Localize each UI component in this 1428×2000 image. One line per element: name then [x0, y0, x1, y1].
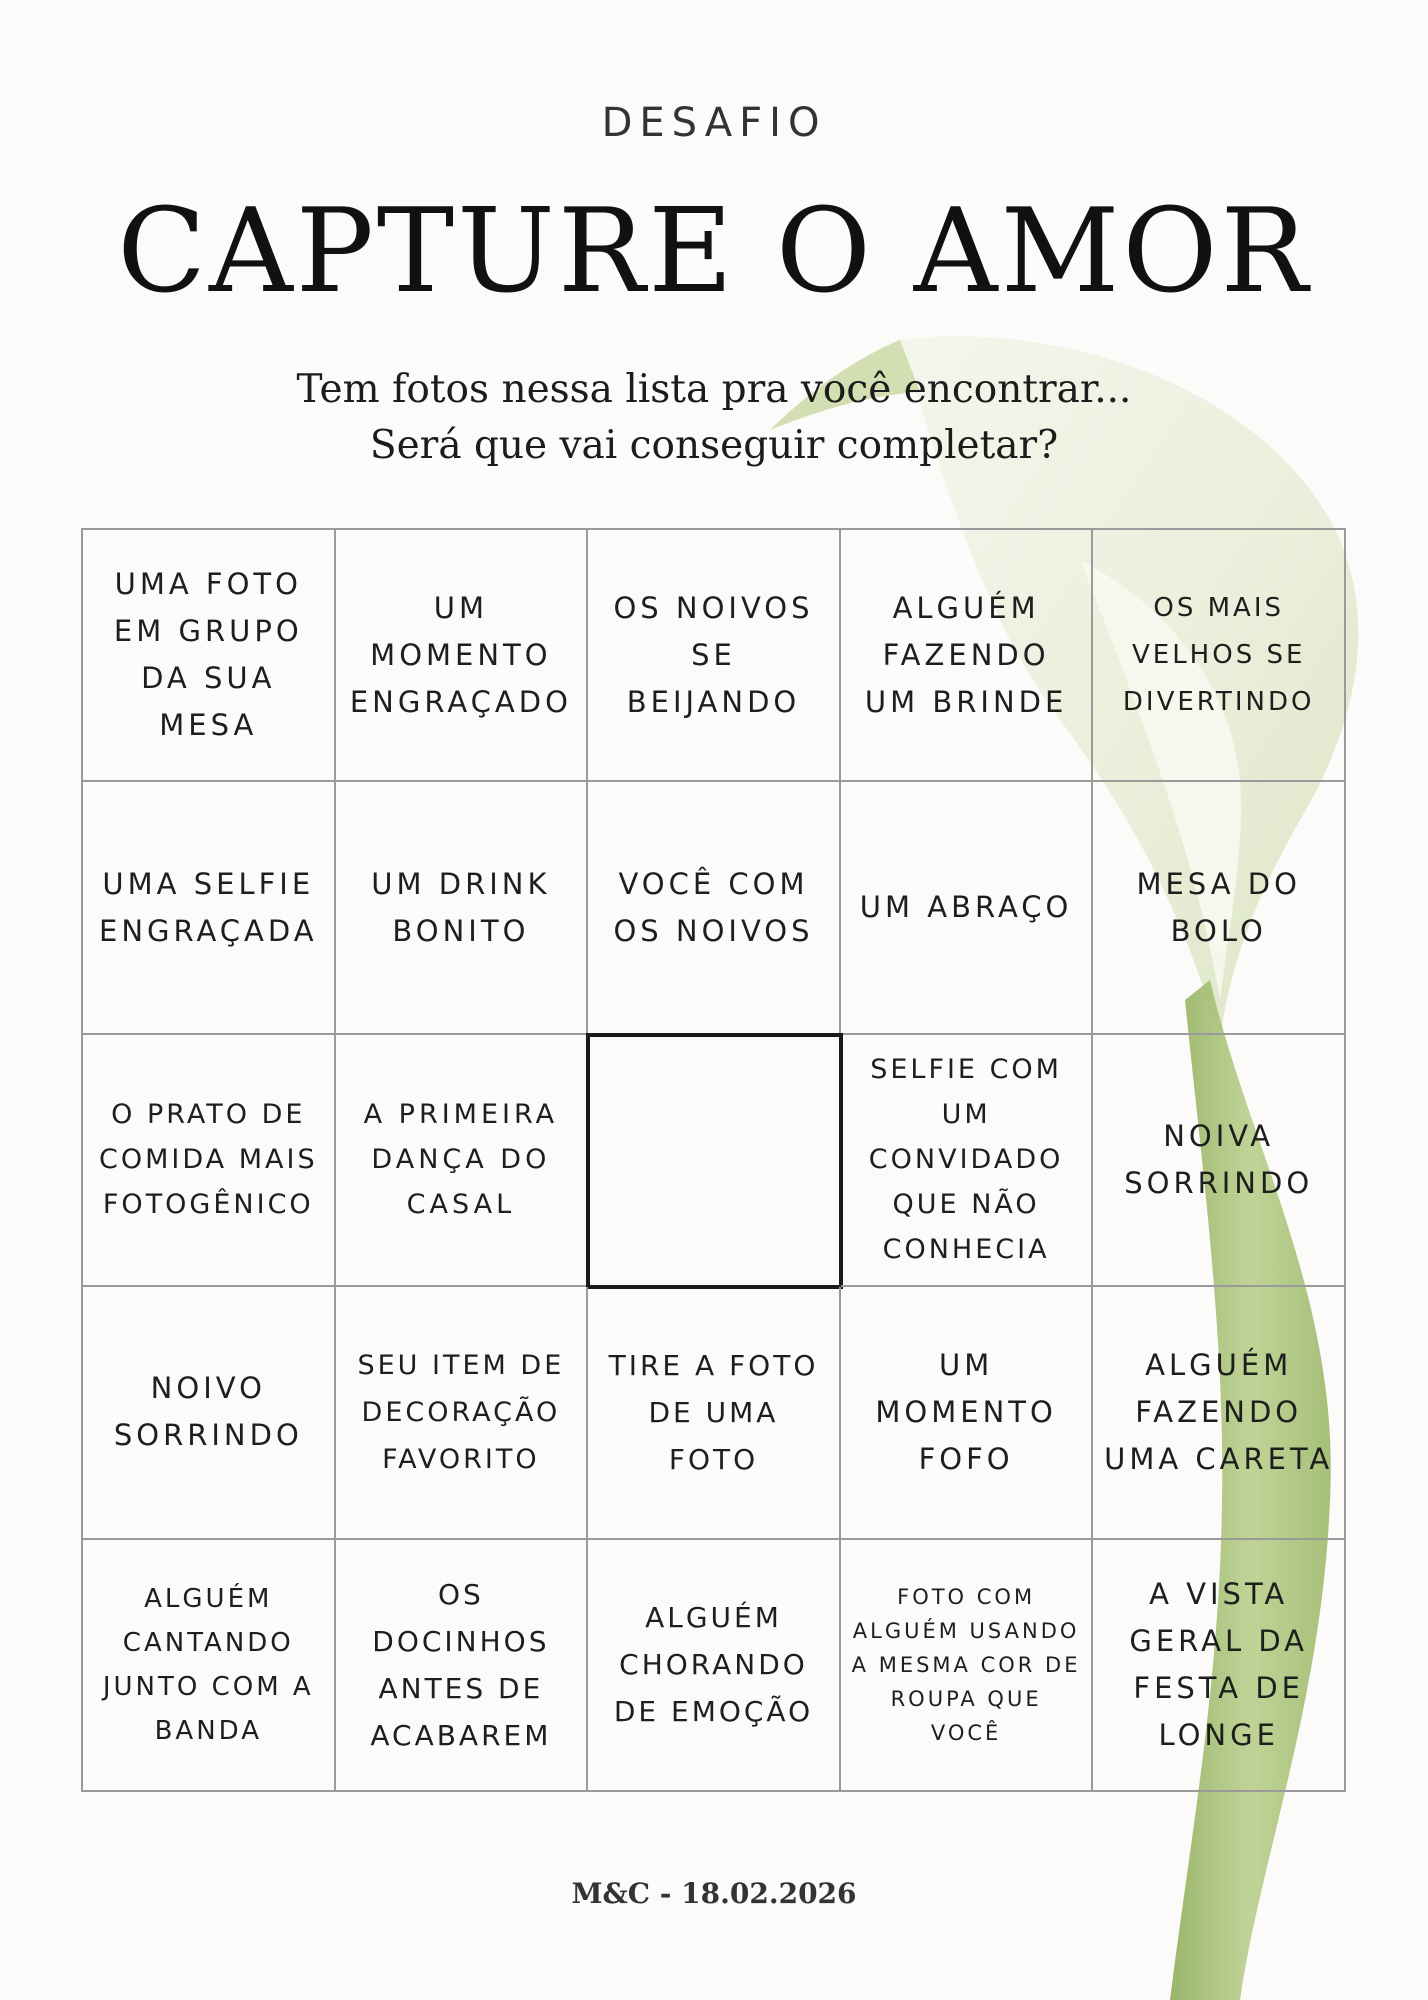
- challenge-kicker: DESAFIO: [601, 100, 827, 146]
- bingo-cell-r5c2: OS DOCINHOS ANTES DE ACABAREM: [336, 1540, 589, 1792]
- bingo-cell-r5c1: ALGUÉM CANTANDO JUNTO COM A BANDA: [83, 1540, 336, 1792]
- bingo-cell-r5c4: FOTO COM ALGUÉM USANDO A MESMA COR DE ROUPA QUE VOCÊ: [841, 1540, 1094, 1792]
- subtitle-line-1: Tem fotos nessa lista pra você encontrar...: [296, 367, 1132, 412]
- bingo-cell-r3c4: SELFIE COM UM CONVIDADO QUE NÃO CONHECIA: [841, 1035, 1094, 1287]
- bingo-grid: [81, 528, 1346, 1792]
- page-subtitle: [0, 362, 1428, 474]
- bingo-cell-r1c5: OS MAIS VELHOS SE DIVERTINDO: [1093, 530, 1346, 782]
- bingo-cell-r2c2: UM DRINK BONITO: [336, 782, 589, 1034]
- bingo-cell-r4c2: SEU ITEM DE DECORAÇÃO FAVORITO: [336, 1287, 589, 1539]
- page-title: CAPTURE O AMOR: [117, 184, 1311, 319]
- bingo-cell-r2c1: UMA SELFIE ENGRAÇADA: [83, 782, 336, 1034]
- bingo-cell-r4c5: ALGUÉM FAZENDO UMA CARETA: [1093, 1287, 1346, 1539]
- bingo-cell-r1c3: OS NOIVOS SE BEIJANDO: [588, 530, 841, 782]
- bingo-free-cell: [586, 1033, 843, 1289]
- bingo-cell-r3c1: O PRATO DE COMIDA MAIS FOTOGÊNICO: [83, 1035, 336, 1287]
- bingo-cell-r2c4: UM ABRAÇO: [841, 782, 1094, 1034]
- bingo-cell-r4c3: TIRE A FOTO DE UMA FOTO: [588, 1287, 841, 1539]
- bingo-cell-r2c5: MESA DO BOLO: [1093, 782, 1346, 1034]
- bingo-cell-r1c1: UMA FOTO EM GRUPO DA SUA MESA: [83, 530, 336, 782]
- bingo-cell-r5c5: A VISTA GERAL DA FESTA DE LONGE: [1093, 1540, 1346, 1792]
- bingo-cell-r4c4: UM MOMENTO FOFO: [841, 1287, 1094, 1539]
- bingo-cell-r3c2: A PRIMEIRA DANÇA DO CASAL: [336, 1035, 589, 1287]
- couple-date-footer: M&C - 18.02.2026: [571, 1877, 857, 1910]
- bingo-cell-r3c5: NOIVA SORRINDO: [1093, 1035, 1346, 1287]
- bingo-cell-r1c2: UM MOMENTO ENGRAÇADO: [336, 530, 589, 782]
- bingo-cell-r2c3: VOCÊ COM OS NOIVOS: [588, 782, 841, 1034]
- bingo-cell-r1c4: ALGUÉM FAZENDO UM BRINDE: [841, 530, 1094, 782]
- bingo-cell-r5c3: ALGUÉM CHORANDO DE EMOÇÃO: [588, 1540, 841, 1792]
- bingo-cell-r4c1: NOIVO SORRINDO: [83, 1287, 336, 1539]
- subtitle-line-2: Será que vai conseguir completar?: [369, 423, 1059, 468]
